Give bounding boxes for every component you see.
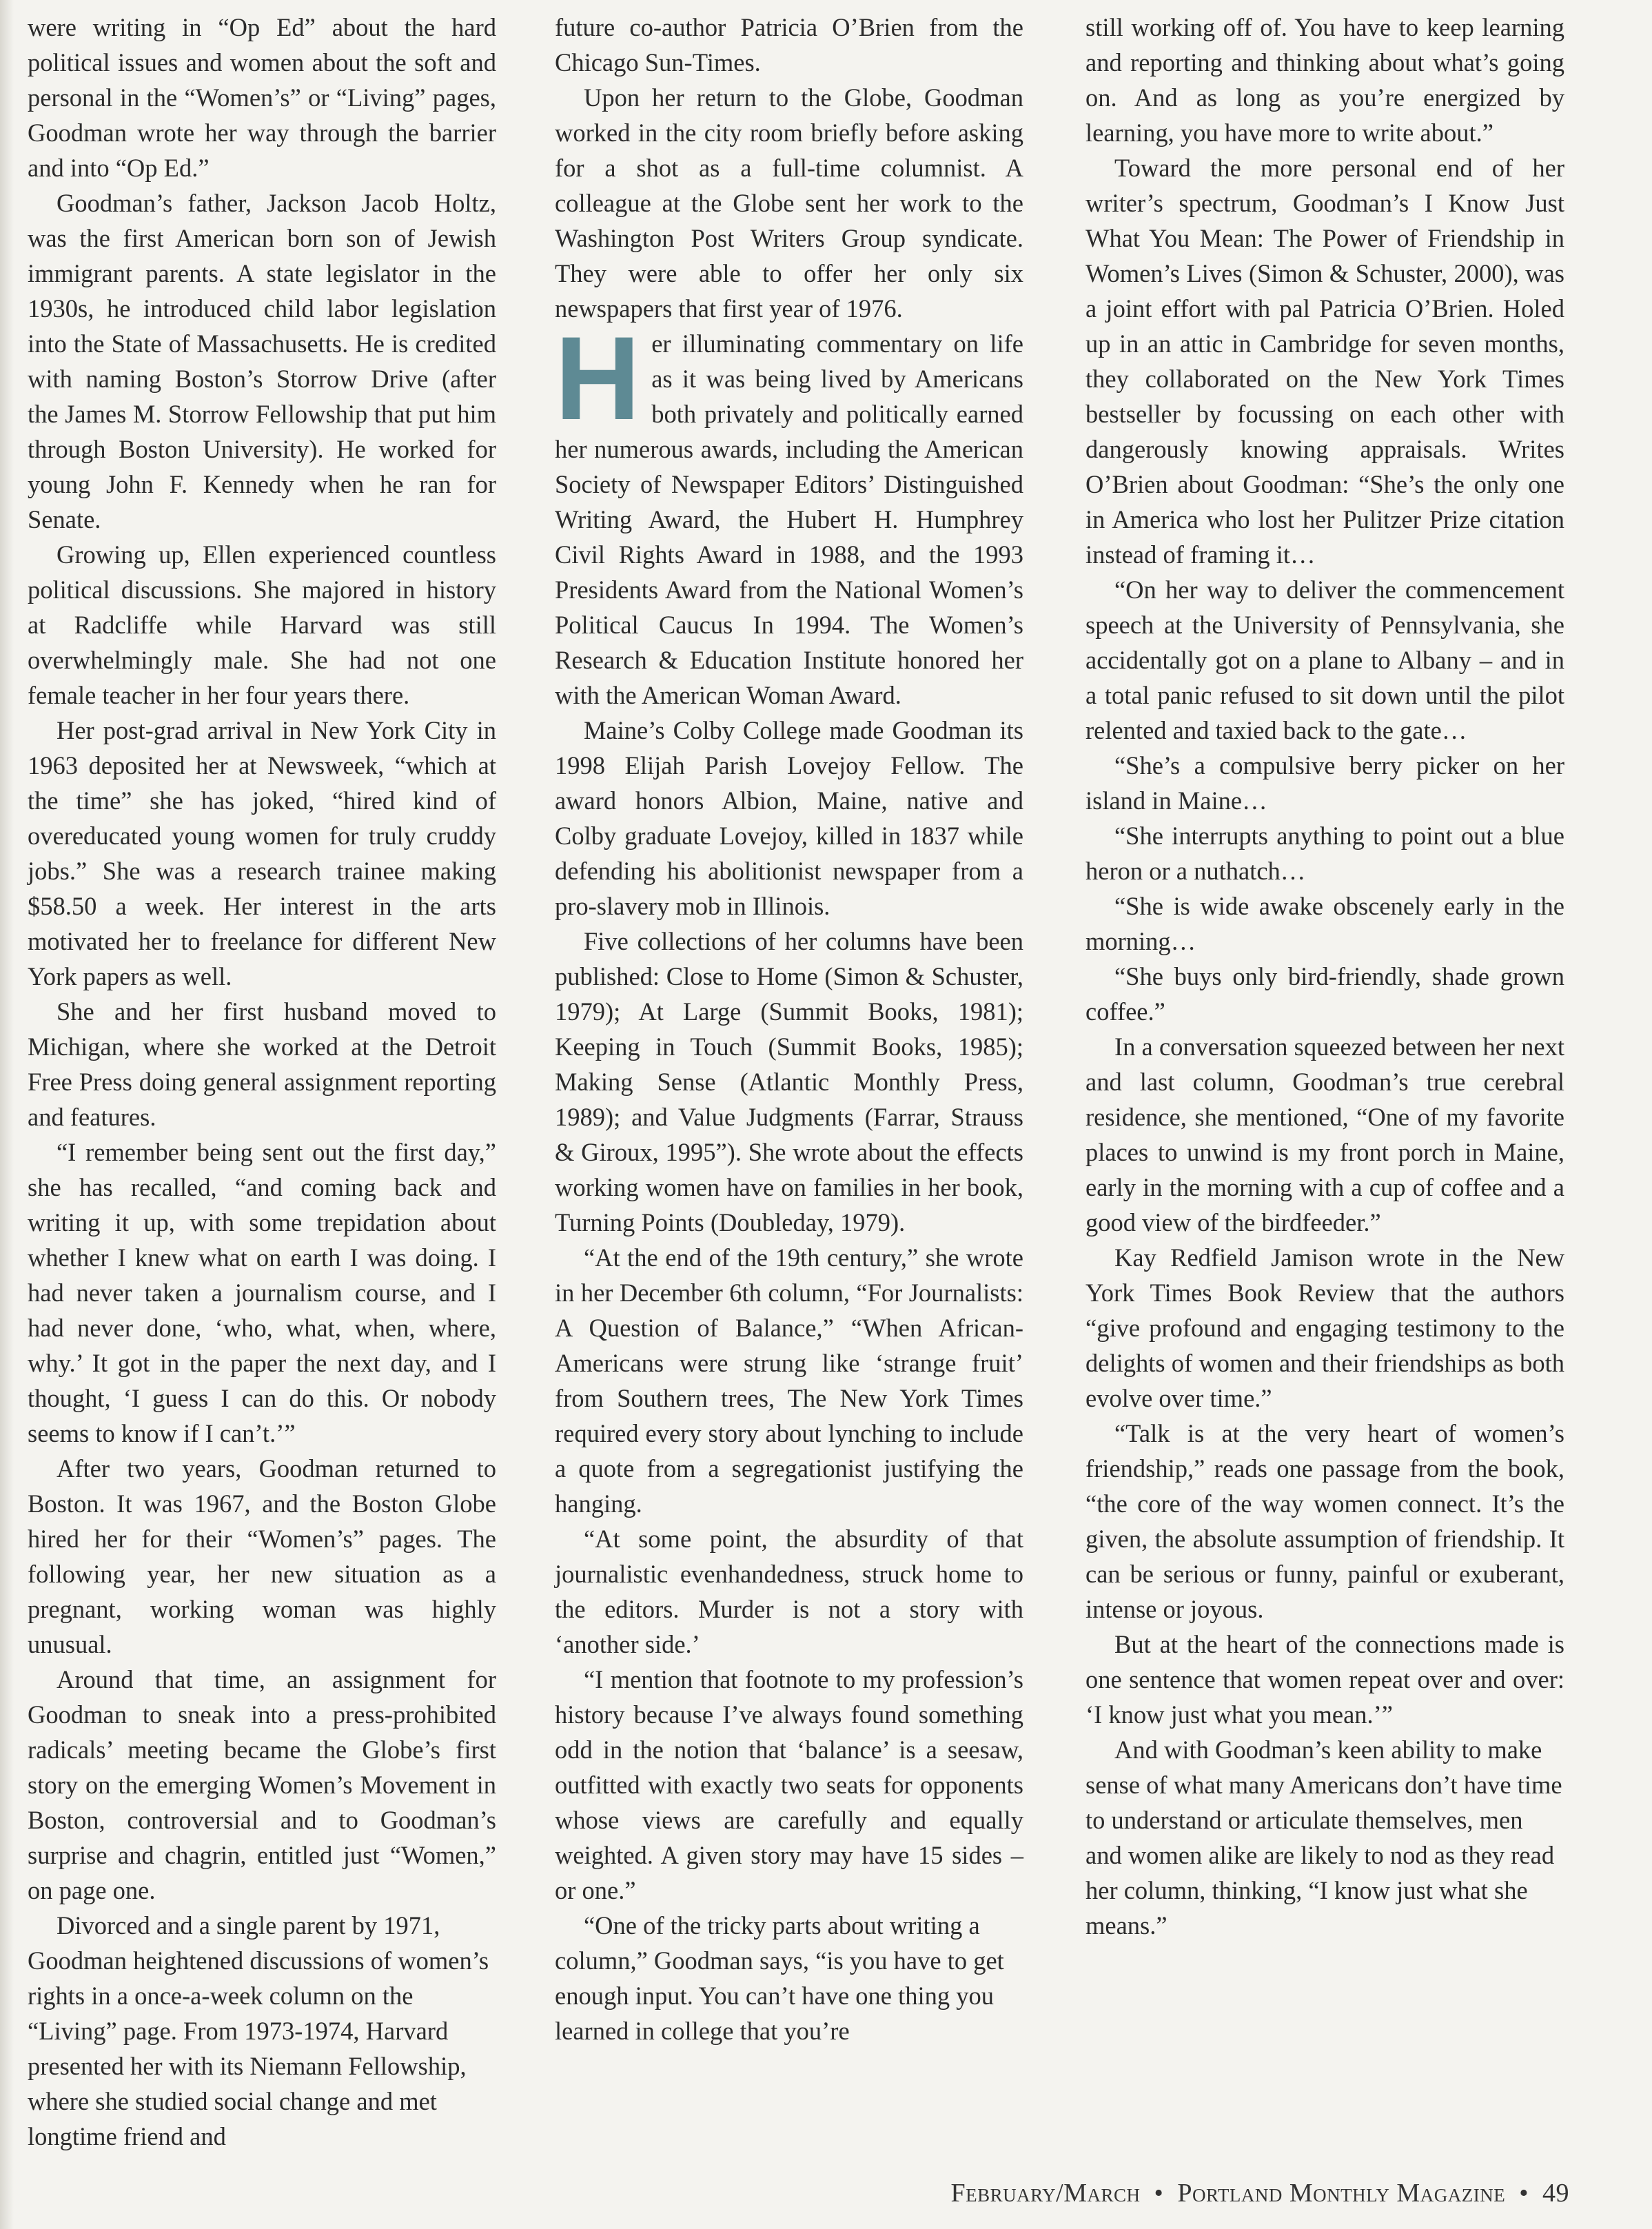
footer-separator: • xyxy=(1519,2179,1529,2208)
article-paragraph: “She interrupts anything to point out a blue heron or a nuthatch… xyxy=(1085,822,1564,885)
article-paragraph: She and her first husband moved to Michigan, where she worked at the Detroit Free Press doing general assignment reporting and features. xyxy=(28,997,496,1131)
page-gutter-shadow xyxy=(0,0,14,2229)
article-paragraph: Toward the more personal end of her writer’s spectrum, Goodman’s I Know Just What You Mean: The Power of Friendship in Women’s Lives (Simon & Schuster, 2000), was a joint effort with pal Patricia O’Brien. Holed up in an attic in Cambridge for seven months, they collaborated on the New York Times bestseller by focussing on each other with dangerously knowing appraisals. Writes O’Brien about Goodman: “She’s the only one in America who lost her Pulitzer Prize citation instead of framing it… xyxy=(1085,154,1564,569)
article-paragraph: “She is wide awake obscenely early in the morning… xyxy=(1085,892,1564,955)
article-column-2 xyxy=(555,10,1023,2048)
article-paragraph: And with Goodman’s keen ability to make sense of what many Americans don’t have time to understand or articulate themselves, men and women alike are likely to nod as they read her column, thinking, “I know just what she means.” xyxy=(1085,1736,1562,1940)
magazine-name: Portland Monthly Magazine xyxy=(1177,2179,1506,2208)
drop-cap-letter: H xyxy=(555,312,641,445)
article-paragraph: “On her way to deliver the commencement speech at the University of Pennsylvania, she accidentally got on a plane to Albany – and in a total panic refused to sit down until the pilot relented and taxied back to the gate… xyxy=(1085,576,1564,744)
article-paragraph: “One of the tricky parts about writing a column,” Goodman says, “is you have to get enough input. You can’t have one thing you learned in college that you’re xyxy=(555,1911,1004,2045)
article-column-1 xyxy=(28,10,496,2154)
article-paragraph: future co-author Patricia O’Brien from the Chicago Sun-Times. xyxy=(555,13,1023,77)
article-paragraph: “She’s a compulsive berry picker on her island in Maine… xyxy=(1085,751,1564,815)
article-paragraph: Goodman’s father, Jackson Jacob Holtz, was the first American born son of Jewish immigrant parents. A state legislator in the 1930s, he introduced child labor legislation into the State of Massachusetts. He is credited with naming Boston’s Storrow Drive (after the James M. Storrow Fellowship that put him through Boston University). He worked for young John F. Kennedy when he ran for Senate. xyxy=(28,189,496,533)
article-paragraph: But at the heart of the connections made is one sentence that women repeat over and over: ‘I know just what you mean.’” xyxy=(1085,1630,1564,1729)
article-paragraph: “At the end of the 19th century,” she wrote in her December 6th column, “For Journalists: A Question of Balance,” “When African-Americans were strung like ‘strange fruit’ from Southern trees, The New York Times required every story about lynching to include a quote from a segregationist justifying the hanging. xyxy=(555,1243,1023,1518)
footer-separator: • xyxy=(1154,2179,1164,2208)
article-paragraph: “I remember being sent out the first day,” she has recalled, “and coming back and writing it up, with some trepidation about whether I knew what on earth I was doing. I had never taken a journalism course, and I had never done, ‘who, what, when, where, why.’ It got in the paper the next day, and I thought, ‘I guess I can do this. Or nobody seems to know if I can’t.’” xyxy=(28,1138,496,1447)
article-column-3 xyxy=(1085,10,1564,1943)
article-paragraph: Kay Redfield Jamison wrote in the New York Times Book Review that the authors “give profound and engaging testimony to the delights of women and their friendships as both evolve over time.” xyxy=(1085,1243,1564,1412)
article-paragraph: still working off of. You have to keep learning and reporting and thinking about what’s going on. And as long as you’re energized by learning, you have more to write about.” xyxy=(1085,13,1564,147)
dropcap-paragraph xyxy=(555,312,1023,713)
article-paragraph: er illuminating commentary on life as it was being lived by Americans both privately and politically earned her numerous awards, including the American Society of Newspaper Editors’ Distinguished Writing Award, the Hubert H. Humphrey Civil Rights Award in 1988, and the 1993 Presidents Award from the National Women’s Political Caucus In 1994. The Women’s Research & Education Institute honored her with the American Woman Award. xyxy=(555,329,1023,709)
page-footer xyxy=(951,2178,1569,2208)
article-paragraph: Divorced and a single parent by 1971, Goodman heightened discussions of women’s rights in a once-a-week column on the “Living” page. From 1973-1974, Harvard presented her with its Niemann Fellowship, where she studied social change and met longtime friend and xyxy=(28,1911,489,2150)
article-paragraph: “She buys only bird-friendly, shade grown coffee.” xyxy=(1085,962,1564,1026)
issue-date: February/March xyxy=(950,2179,1141,2208)
article-paragraph: In a conversation squeezed between her next and last column, Goodman’s true cerebral residence, she mentioned, “One of my favorite places to unwind is my front porch in Maine, early in the morning with a cup of coffee and a good view of the birdfeeder.” xyxy=(1085,1032,1564,1236)
article-paragraph: were writing in “Op Ed” about the hard political issues and women about the soft and personal in the “Women’s” or “Living” pages, Goodman wrote her way through the barrier and into “Op Ed.” xyxy=(28,13,496,182)
article-paragraph: “At some point, the absurdity of that journalistic evenhandedness, struck home to the editors. Murder is not a story with ‘another side.’ xyxy=(555,1525,1023,1658)
article-paragraph: “I mention that footnote to my profession’s history because I’ve always found something odd in the notion that ‘balance’ is a seesaw, outfitted with exactly two seats for opponents whose views are carefully and equally weighted. A given story may have 15 sides – or one.” xyxy=(555,1665,1023,1904)
article-paragraph: Five collections of her columns have been published: Close to Home (Simon & Schuster, 1979); At Large (Summit Books, 1981); Keeping in Touch (Summit Books, 1985); Making Sense (Atlantic Monthly Press, 1989); and Value Judgments (Farrar, Strauss & Giroux, 1995”). She wrote about the effects working women have on families in her book, Turning Points (Doubleday, 1979). xyxy=(555,927,1023,1236)
article-paragraph: Upon her return to the Globe, Goodman worked in the city room briefly before asking for a shot as a full-time columnist. A colleague at the Globe sent her work to the Washington Post Writers Group syndicate. They were able to offer her only six newspapers that first year of 1976. xyxy=(555,83,1023,323)
article-paragraph: Around that time, an assignment for Goodman to sneak into a press-prohibited radicals’ meeting became the Globe’s first story on the emerging Women’s Movement in Boston, controversial and to Goodman’s surprise and chagrin, entitled just “Women,” on page one. xyxy=(28,1665,496,1904)
page-number: 49 xyxy=(1542,2179,1569,2208)
article-paragraph: After two years, Goodman returned to Boston. It was 1967, and the Boston Globe hired her for their “Women’s” pages. The following year, her new situation as a pregnant, working woman was highly unusual. xyxy=(28,1454,496,1658)
article-paragraph: “Talk is at the very heart of women’s friendship,” reads one passage from the book, “the core of the way women connect. It’s the given, the absolute assumption of friendship. It can be serious or funny, painful or exuberant, intense or joyous. xyxy=(1085,1419,1564,1623)
article-paragraph: Growing up, Ellen experienced countless political discussions. She majored in history at Radcliffe while Harvard was still overwhelmingly male. She had not one female teacher in her four years there. xyxy=(28,540,496,709)
article-paragraph: Maine’s Colby College made Goodman its 1998 Elijah Parish Lovejoy Fellow. The award honors Albion, Maine, native and Colby graduate Lovejoy, killed in 1837 while defending his abolitionist newspaper from a pro-slavery mob in Illinois. xyxy=(555,716,1023,920)
article-paragraph: Her post-grad arrival in New York City in 1963 deposited her at Newsweek, “which at the time” she has joked, “hired kind of overeducated young women for truly cruddy jobs.” She was a research trainee making $58.50 a week. Her interest in the arts motivated her to freelance for different New York papers as well. xyxy=(28,716,496,990)
